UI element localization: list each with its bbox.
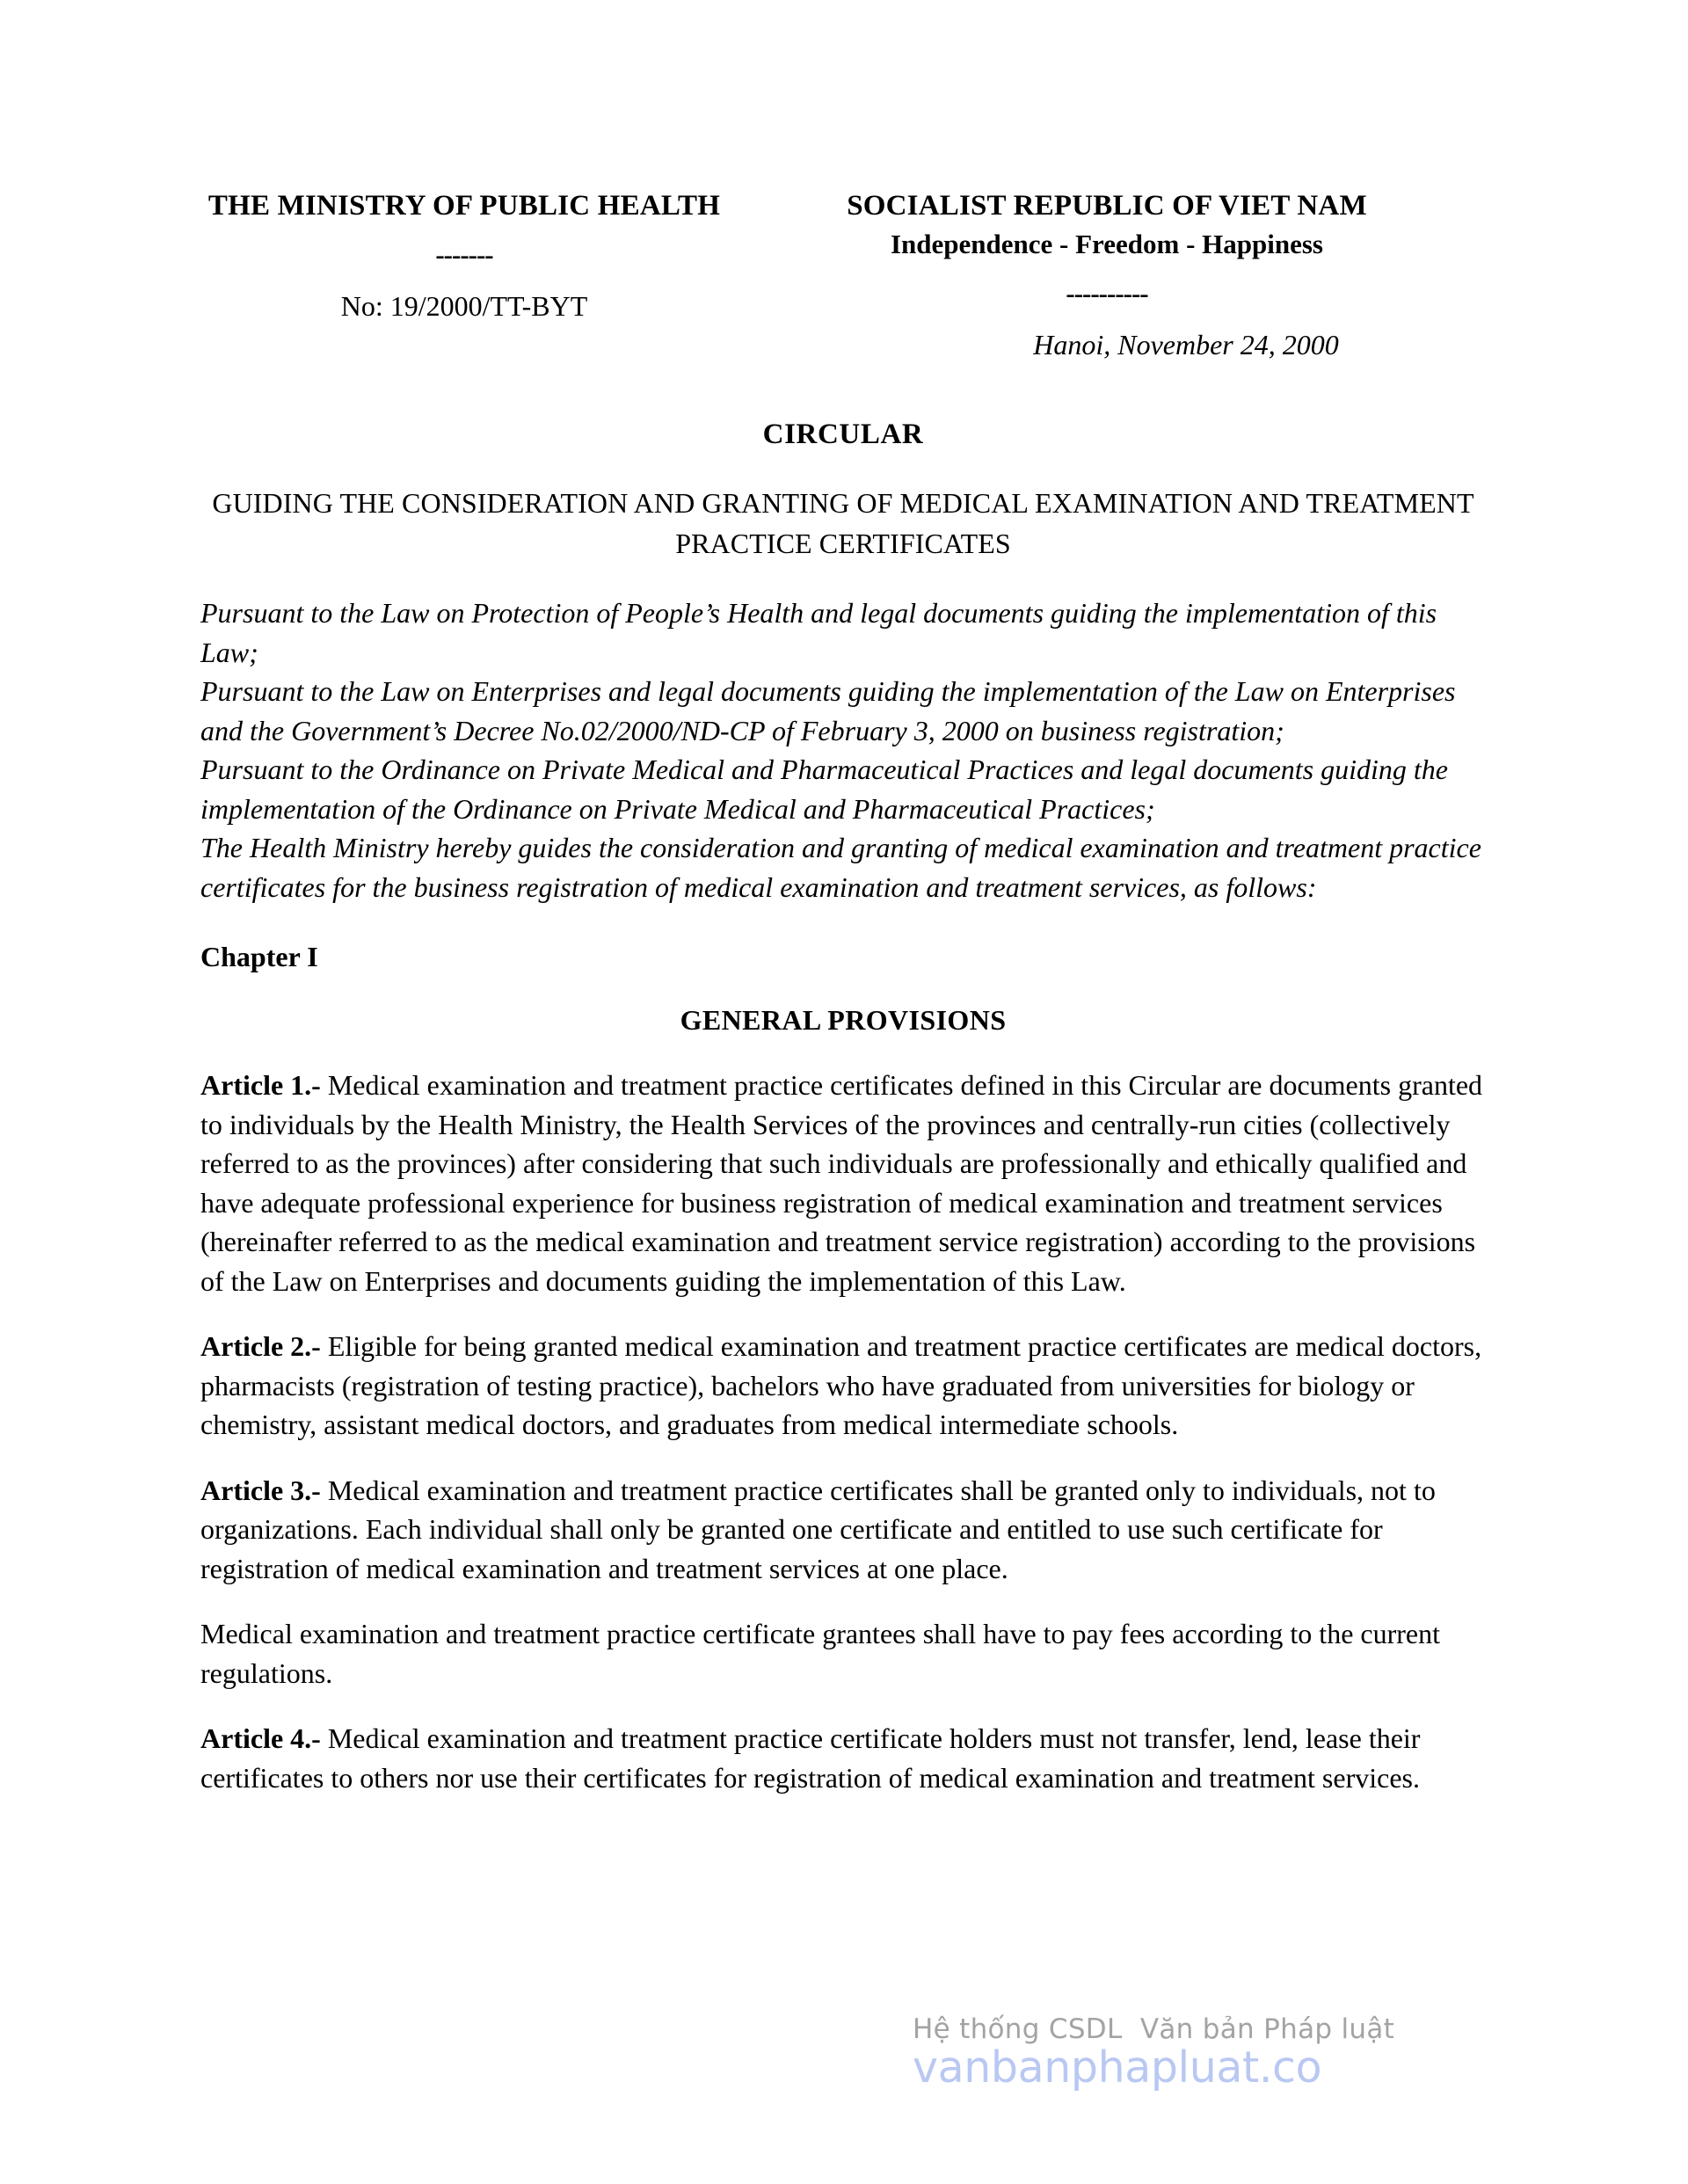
article-text: Medical examination and treatment practice certificates defined in this Circular are documents granted to individuals by the Health Ministry, the Health Services of the provinces and centrally-run cities (collectively referred to as the provinces) after considering that such individuals are professionally and ethically qualified and have adequate professional experience for business registration of medical examination and treatment services (hereinafter referred to as the medical examination and treatment service registration) according to the provisions of the Law on Enterprises and documents guiding the implementation of this Law.	[200, 1069, 1483, 1297]
issuing-organization: THE MINISTRY OF PUBLIC HEALTH	[207, 190, 721, 222]
preamble-paragraph: The Health Ministry hereby guides the consideration and granting of medical examination and treatment practice certificates for the business registration of medical examination and treatment services, as follows:	[200, 832, 1481, 903]
chapter-heading: GENERAL PROVISIONS	[680, 1004, 1007, 1036]
watermark-tagline: Hệ thống CSDL Văn bản Pháp luật	[913, 2013, 1395, 2045]
preamble-paragraph: Pursuant to the Ordinance on Private Medical and Pharmaceutical Practices and legal documents guiding the implementation of the Ordinance on Private Medical and Pharmaceutical Practices;	[200, 753, 1448, 825]
article-text: Medical examination and treatment practice certificate grantees shall have to pay fees according to the current regulations.	[200, 1618, 1440, 1689]
document-header	[200, 0, 1486, 364]
place-and-date: Hanoi, November 24, 2000	[1033, 329, 1339, 360]
header-national-column	[728, 186, 1486, 364]
article-number: Article 1.-	[200, 1069, 321, 1101]
preamble-paragraph: Pursuant to the Law on Enterprises and legal documents guiding the implementation of the Law on Enterprises and the Government’s Decree No.02/2000/ND-CP of February 3, 2000 on business registration;	[200, 675, 1456, 746]
article-block	[200, 1471, 1486, 1589]
article-text: Medical examination and treatment practice certificate holders must not transfer, lend, lease their certificates to others nor use their certificates for registration of medical examination and treatment services.	[200, 1722, 1421, 1794]
national-motto: Independence - Freedom - Happiness	[890, 229, 1323, 259]
page-title: GUIDING THE CONSIDERATION AND GRANTING OF MEDICAL EXAMINATION AND TREATMENT PRACTICE CERTIFICATES	[212, 487, 1474, 559]
article-number: Article 4.-	[200, 1722, 321, 1754]
article-number: Article 3.-	[200, 1474, 321, 1506]
article-text: Medical examination and treatment practice certificates shall be granted only to individuals, not to organizations. Each individual shall only be granted one certificate and entitled to use such certificate for registration of medical examination and treatment services at one place.	[200, 1474, 1436, 1584]
chapter-label: Chapter I	[200, 941, 318, 972]
header-issuer-column	[200, 186, 728, 325]
preamble	[200, 593, 1486, 906]
document-content	[200, 0, 1486, 1797]
article-block	[200, 1719, 1486, 1797]
issuer-divider: -------	[435, 239, 493, 270]
document-number: No: 19/2000/TT-BYT	[340, 290, 588, 322]
document-kind-title: CIRCULAR	[762, 419, 924, 450]
article-number: Article 2.-	[200, 1330, 321, 1362]
national-divider: ----------	[1066, 278, 1148, 309]
country-name: SOCIALIST REPUBLIC OF VIET NAM	[847, 190, 1367, 222]
article-block	[200, 1066, 1486, 1300]
article-block	[200, 1327, 1486, 1445]
article-block	[200, 1614, 1486, 1693]
article-text: Eligible for being granted medical examination and treatment practice certificates are medical doctors, pharmacists (registration of testing practice), bachelors who have graduated from universities for biology or chemistry, assistant medical doctors, and graduates from medical intermediate schools.	[200, 1330, 1482, 1440]
site-watermark	[913, 2012, 1422, 2093]
preamble-paragraph: Pursuant to the Law on Protection of People’s Health and legal documents guiding the implementation of this Law;	[200, 597, 1437, 668]
watermark-domain: vanbanphapluat.co	[913, 2042, 1322, 2093]
